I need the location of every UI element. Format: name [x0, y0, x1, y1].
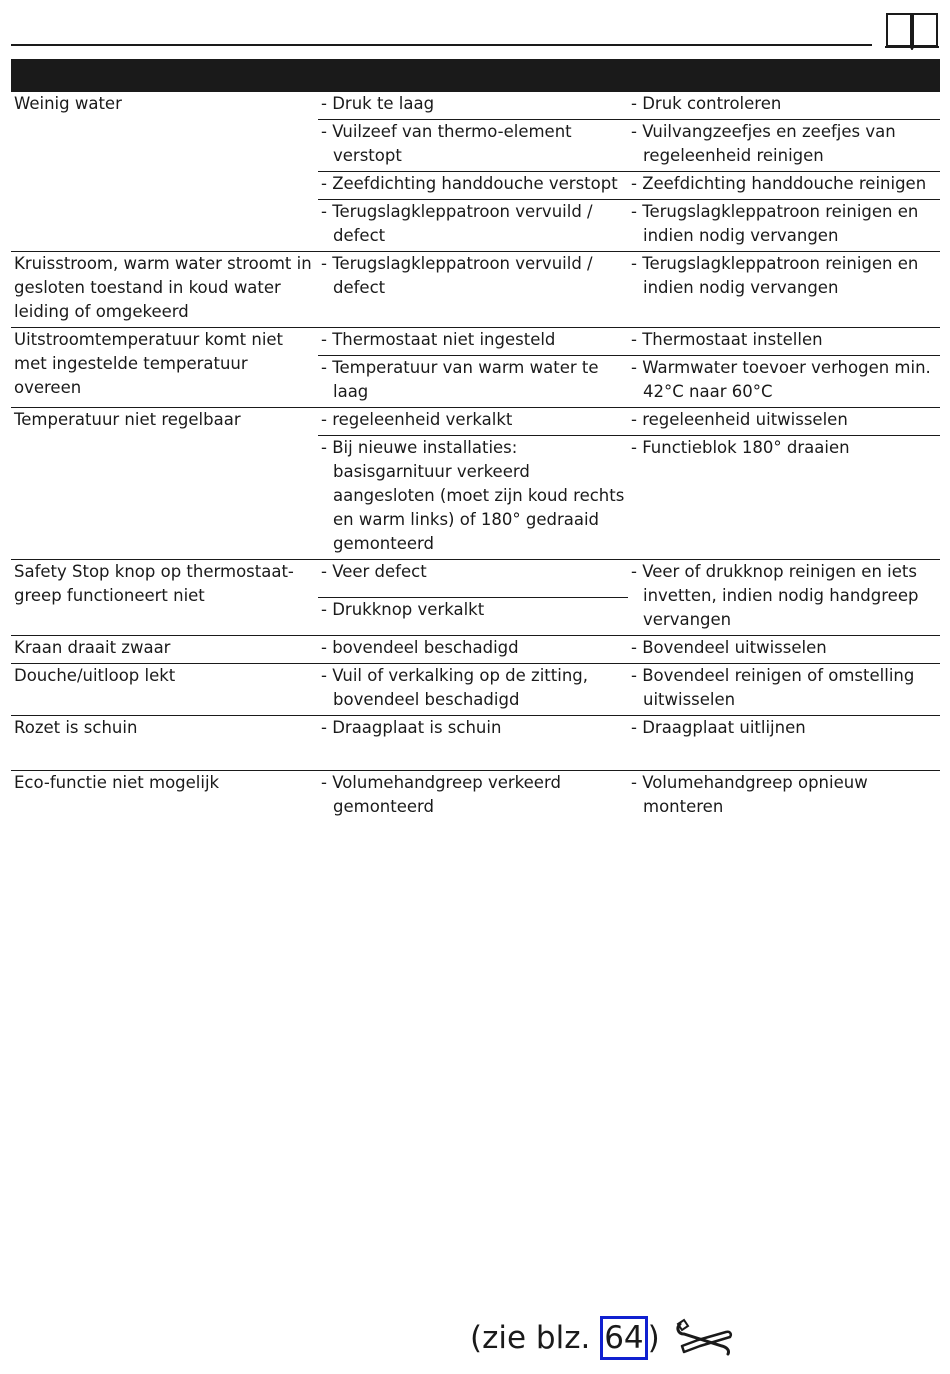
table-row	[11, 408, 940, 436]
problem-cell: Uitstroomtemperatuur komt niet met ingestelde temperatuur overeen	[11, 328, 318, 408]
cause-cell: - bovendeel beschadigd	[318, 636, 628, 664]
cause-cell: - Drukknop verkalkt	[318, 598, 628, 636]
table-row	[11, 716, 940, 771]
problem-cell: Kraan draait zwaar	[11, 636, 318, 664]
cause-cell: - Draagplaat is schuin	[318, 716, 628, 771]
cause-cell: - Vuil of verkalking op de zitting, bovendeel beschadigd	[318, 664, 628, 716]
solution-cell: - Vuilvangzeefjes en zeefjes van regeleenheid reinigen	[628, 120, 940, 172]
problem-cell: Kruisstroom, warm water stroomt in gesloten toestand in koud water leiding of omgekeerd	[11, 252, 318, 328]
solution-cell: - Veer of drukknop reinigen en iets invetten, indien nodig handgreep vervangen	[628, 560, 940, 636]
book-icon	[884, 10, 940, 50]
cause-cell: - regeleenheid verkalkt	[318, 408, 628, 436]
problem-cell: Douche/uitloop lekt	[11, 664, 318, 716]
solution-cell: - regeleenheid uitwisselen	[628, 408, 940, 436]
table-row	[11, 328, 940, 356]
table-header-bar	[11, 59, 940, 92]
cause-cell: - Volumehandgreep verkeerd gemonteerd	[318, 771, 628, 823]
page-reference-suffix: )	[647, 1320, 660, 1356]
cause-cell: - Zeefdichting handdouche verstopt	[318, 172, 628, 200]
solution-cell: - Druk controleren	[631, 94, 782, 113]
table-row	[11, 636, 940, 664]
table-row	[11, 92, 940, 120]
table-row	[11, 664, 940, 716]
top-rule	[11, 44, 872, 46]
table-row	[11, 252, 940, 328]
cause-cell: - Terugslagkleppatroon vervuild / defect	[318, 252, 628, 328]
solution-cell: - Thermostaat instellen	[628, 328, 940, 356]
cause-cell: - Vuilzeef van thermo-element verstopt	[318, 120, 628, 172]
solution-cell: - Draagplaat uitlijnen	[628, 716, 940, 771]
cause-cell: - Bij nieuwe installaties: basisgarnituur verkeerd aangesloten (moet zijn koud rechts en warm links) of 180° gedraaid gemonteerd	[318, 436, 628, 560]
solution-cell: - Warmwater toevoer verhogen min. 42°C naar 60°C	[628, 356, 940, 408]
solution-cell: - Bovendeel reinigen of omstelling uitwisselen	[628, 664, 940, 716]
solution-cell: - Functieblok 180° draaien	[628, 436, 940, 560]
solution-cell: - Volumehandgreep opnieuw monteren	[628, 771, 940, 823]
cause-cell: - Veer defect	[318, 560, 628, 598]
page-reference-prefix: (zie blz.	[470, 1320, 601, 1356]
solution-cell: - Zeefdichting handdouche reinigen	[628, 172, 940, 200]
cause-cell: - Thermostaat niet ingesteld	[318, 328, 628, 356]
problem-cell: Eco-functie niet mogelijk	[11, 771, 318, 823]
solution-cell: - Bovendeel uitwisselen	[628, 636, 940, 664]
solution-cell: - Terugslagkleppatroon reinigen en indien nodig vervangen	[628, 200, 940, 252]
cause-cell: - Temperatuur van warm water te laag	[318, 356, 628, 408]
solution-cell: - Terugslagkleppatroon reinigen en indien nodig vervangen	[628, 252, 940, 328]
troubleshooting-table	[11, 92, 940, 822]
problem-cell: Rozet is schuin	[11, 716, 318, 771]
page-link[interactable]: 64	[600, 1316, 647, 1360]
problem-cell: Safety Stop knop op thermostaat-greep functioneert niet	[11, 560, 318, 636]
page-reference	[470, 1312, 734, 1364]
tools-icon	[674, 1316, 734, 1360]
cause-cell: - Terugslagkleppatroon vervuild / defect	[318, 200, 628, 252]
cause-cell: - Druk te laag	[321, 94, 435, 113]
table-row	[11, 771, 940, 823]
table-row	[11, 560, 940, 598]
problem-cell: Weinig water	[14, 94, 122, 113]
problem-cell: Temperatuur niet regelbaar	[11, 408, 318, 560]
